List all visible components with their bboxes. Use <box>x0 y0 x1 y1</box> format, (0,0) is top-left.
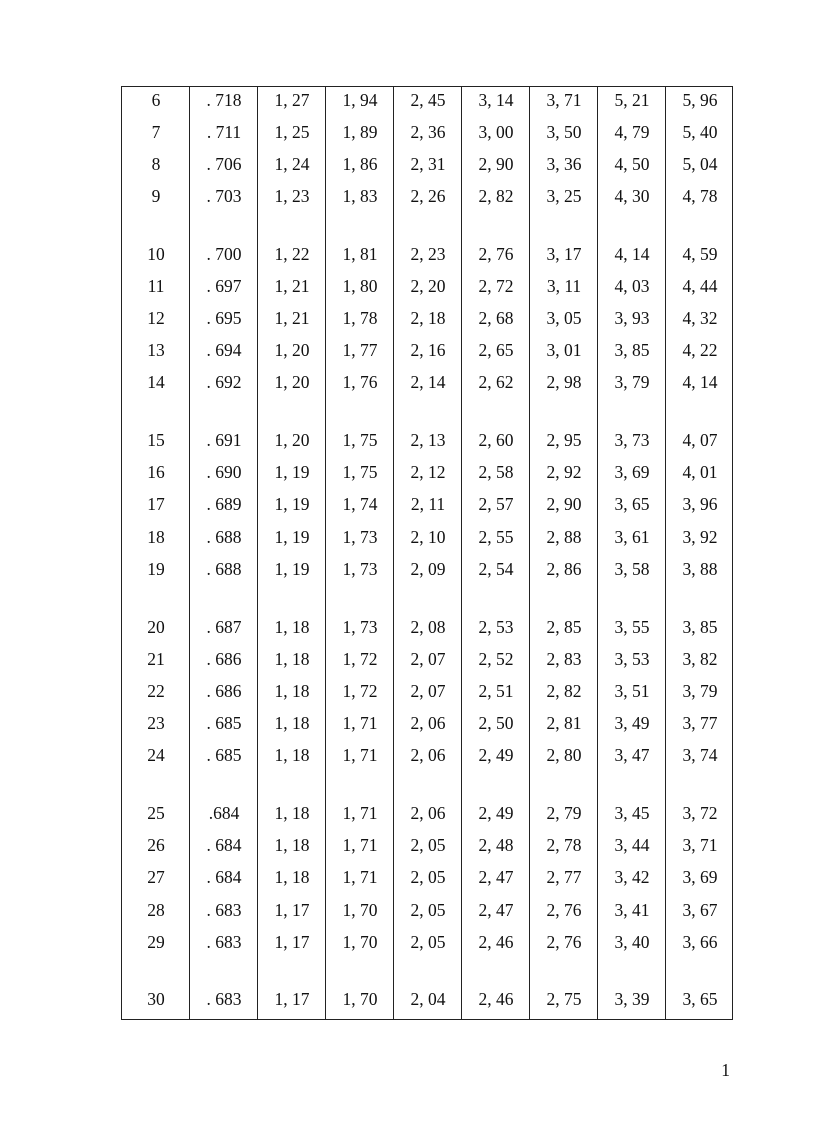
value-cell: . 718 <box>206 90 242 110</box>
value-cell: 2, 83 <box>546 649 582 669</box>
value-cell: 2, 76 <box>546 932 582 952</box>
value-cell: 2, 31 <box>410 154 446 174</box>
value-cell: . 683 <box>206 932 242 952</box>
value-cell: 1, 18 <box>274 867 310 887</box>
row-label-cell: 25 <box>147 803 165 823</box>
row-label-cell: 29 <box>147 932 165 952</box>
value-cell: 4, 03 <box>614 276 650 296</box>
value-cell: . 685 <box>206 713 242 733</box>
row-label-cell: 12 <box>147 308 165 328</box>
value-cell: 2, 04 <box>410 989 446 1009</box>
value-cell: 2, 60 <box>478 430 514 450</box>
value-cell: 3, 71 <box>682 835 718 855</box>
value-cell: 1, 17 <box>274 989 310 1009</box>
value-cell: 2, 68 <box>478 308 514 328</box>
row-label-cell: 8 <box>151 154 161 174</box>
value-cell: 5, 96 <box>682 90 718 110</box>
value-cell: 2, 90 <box>546 494 582 514</box>
value-cell: 1, 19 <box>274 559 310 579</box>
value-cell: . 687 <box>206 617 242 637</box>
value-cell: 4, 50 <box>614 154 650 174</box>
value-cell: . 684 <box>206 867 242 887</box>
value-cell: . 688 <box>206 527 242 547</box>
page-number: 1 <box>721 1060 730 1080</box>
row-label-cell: 18 <box>147 527 165 547</box>
row-label-cell: 27 <box>147 867 165 887</box>
value-cell: 3, 93 <box>614 308 650 328</box>
value-cell: 1, 70 <box>342 932 378 952</box>
value-cell: 3, 25 <box>546 186 582 206</box>
value-cell: 1, 78 <box>342 308 378 328</box>
value-cell: 3, 85 <box>682 617 718 637</box>
value-cell: 4, 01 <box>682 462 718 482</box>
value-cell: 1, 27 <box>274 90 310 110</box>
value-cell: 4, 14 <box>682 372 718 392</box>
value-cell: 2, 58 <box>478 462 514 482</box>
value-cell: 2, 06 <box>410 745 446 765</box>
value-cell: 1, 75 <box>342 430 378 450</box>
value-cell: 1, 17 <box>274 932 310 952</box>
value-cell: 1, 25 <box>274 122 310 142</box>
value-cell: 2, 18 <box>410 308 446 328</box>
row-label-cell: 20 <box>147 617 165 637</box>
value-cell: 5, 04 <box>682 154 718 174</box>
value-cell: 2, 82 <box>478 186 514 206</box>
value-cell: 2, 57 <box>478 494 514 514</box>
value-cell: 1, 80 <box>342 276 378 296</box>
value-cell: 2, 36 <box>410 122 446 142</box>
value-cell: . 691 <box>206 430 242 450</box>
value-cell: 2, 47 <box>478 867 514 887</box>
row-label-cell: 24 <box>147 745 165 765</box>
value-table <box>121 86 733 1020</box>
value-cell: 1, 73 <box>342 527 378 547</box>
value-cell: . 700 <box>206 244 242 264</box>
value-cell: 3, 11 <box>546 276 582 296</box>
value-cell: 2, 98 <box>546 372 582 392</box>
value-cell: 1, 19 <box>274 527 310 547</box>
value-cell: 3, 96 <box>682 494 718 514</box>
value-cell: 4, 44 <box>682 276 718 296</box>
value-cell: 1, 71 <box>342 835 378 855</box>
value-cell: 2, 92 <box>546 462 582 482</box>
value-cell: 3, 01 <box>546 340 582 360</box>
value-cell: 3, 49 <box>614 713 650 733</box>
value-cell: 3, 51 <box>614 681 650 701</box>
value-cell: 1, 19 <box>274 494 310 514</box>
value-cell: 1, 70 <box>342 989 378 1009</box>
value-cell: 2, 07 <box>410 681 446 701</box>
value-cell: . 703 <box>206 186 242 206</box>
value-cell: . 686 <box>206 649 242 669</box>
value-cell: 1, 18 <box>274 681 310 701</box>
value-cell: 2, 50 <box>478 713 514 733</box>
value-cell: 2, 62 <box>478 372 514 392</box>
value-cell: 1, 74 <box>342 494 378 514</box>
value-cell: . 711 <box>206 122 242 142</box>
value-cell: 2, 88 <box>546 527 582 547</box>
value-cell: 1, 17 <box>274 900 310 920</box>
value-cell: 4, 22 <box>682 340 718 360</box>
value-cell: 2, 20 <box>410 276 446 296</box>
value-cell: 1, 18 <box>274 649 310 669</box>
value-cell: 2, 72 <box>478 276 514 296</box>
value-cell: 4, 59 <box>682 244 718 264</box>
row-label-cell: 21 <box>147 649 165 669</box>
value-cell: 2, 85 <box>546 617 582 637</box>
value-cell: 2, 80 <box>546 745 582 765</box>
value-cell: 2, 26 <box>410 186 446 206</box>
value-cell: .684 <box>208 803 240 823</box>
row-label-cell: 6 <box>151 90 161 110</box>
value-cell: 2, 53 <box>478 617 514 637</box>
value-cell: . 689 <box>206 494 242 514</box>
value-cell: 3, 71 <box>546 90 582 110</box>
row-label-cell: 16 <box>147 462 165 482</box>
value-cell: 2, 07 <box>410 649 446 669</box>
row-label-cell: 13 <box>147 340 165 360</box>
value-cell: 2, 14 <box>410 372 446 392</box>
value-cell: 5, 40 <box>682 122 718 142</box>
value-cell: . 692 <box>206 372 242 392</box>
value-cell: 2, 51 <box>478 681 514 701</box>
row-label-cell: 30 <box>147 989 165 1009</box>
value-cell: 1, 73 <box>342 559 378 579</box>
value-cell: 3, 65 <box>614 494 650 514</box>
value-cell: 3, 77 <box>682 713 718 733</box>
value-cell: 2, 06 <box>410 803 446 823</box>
value-cell: . 694 <box>206 340 242 360</box>
value-cell: 3, 45 <box>614 803 650 823</box>
value-cell: . 683 <box>206 900 242 920</box>
value-cell: 3, 73 <box>614 430 650 450</box>
value-cell: 3, 39 <box>614 989 650 1009</box>
value-cell: 2, 49 <box>478 745 514 765</box>
value-cell: 3, 42 <box>614 867 650 887</box>
value-cell: 1, 71 <box>342 713 378 733</box>
value-cell: 2, 47 <box>478 900 514 920</box>
value-cell: 1, 18 <box>274 803 310 823</box>
row-label-cell: 15 <box>147 430 165 450</box>
value-cell: 1, 72 <box>342 681 378 701</box>
row-label-cell: 28 <box>147 900 165 920</box>
value-cell: 3, 85 <box>614 340 650 360</box>
value-cell: . 683 <box>206 989 242 1009</box>
value-cell: 1, 77 <box>342 340 378 360</box>
value-cell: 1, 89 <box>342 122 378 142</box>
value-cell: 2, 86 <box>546 559 582 579</box>
value-cell: 3, 17 <box>546 244 582 264</box>
row-label-cell: 9 <box>151 186 161 206</box>
row-label-cell: 17 <box>147 494 165 514</box>
value-cell: 3, 74 <box>682 745 718 765</box>
row-label-cell: 23 <box>147 713 165 733</box>
value-cell: 3, 69 <box>614 462 650 482</box>
value-cell: 2, 76 <box>546 900 582 920</box>
value-cell: 1, 20 <box>274 372 310 392</box>
value-cell: 2, 65 <box>478 340 514 360</box>
value-cell: 3, 79 <box>682 681 718 701</box>
value-cell: 2, 90 <box>478 154 514 174</box>
value-cell: 3, 50 <box>546 122 582 142</box>
value-cell: 4, 79 <box>614 122 650 142</box>
value-cell: 2, 45 <box>410 90 446 110</box>
value-cell: 1, 86 <box>342 154 378 174</box>
value-cell: 2, 48 <box>478 835 514 855</box>
value-cell: 2, 23 <box>410 244 446 264</box>
value-cell: 2, 55 <box>478 527 514 547</box>
value-cell: 3, 36 <box>546 154 582 174</box>
value-cell: 4, 78 <box>682 186 718 206</box>
value-cell: 3, 82 <box>682 649 718 669</box>
value-cell: 3, 88 <box>682 559 718 579</box>
row-label-cell: 14 <box>147 372 165 392</box>
value-cell: 1, 81 <box>342 244 378 264</box>
value-cell: 1, 24 <box>274 154 310 174</box>
value-cell: 2, 77 <box>546 867 582 887</box>
value-cell: 1, 71 <box>342 803 378 823</box>
value-cell: 1, 18 <box>274 617 310 637</box>
value-cell: . 706 <box>206 154 242 174</box>
value-cell: 1, 73 <box>342 617 378 637</box>
value-cell: 3, 61 <box>614 527 650 547</box>
row-label-cell: 7 <box>151 122 161 142</box>
value-cell: 4, 07 <box>682 430 718 450</box>
value-cell: 3, 72 <box>682 803 718 823</box>
value-cell: 2, 11 <box>410 494 446 514</box>
value-cell: 3, 44 <box>614 835 650 855</box>
value-cell: 2, 08 <box>410 617 446 637</box>
value-cell: 3, 41 <box>614 900 650 920</box>
value-cell: 1, 20 <box>274 340 310 360</box>
value-cell: 3, 67 <box>682 900 718 920</box>
value-cell: 4, 14 <box>614 244 650 264</box>
value-cell: 1, 20 <box>274 430 310 450</box>
value-cell: 3, 00 <box>478 122 514 142</box>
value-cell: 2, 13 <box>410 430 446 450</box>
value-cell: 2, 09 <box>410 559 446 579</box>
row-label-cell: 26 <box>147 835 165 855</box>
value-cell: 2, 79 <box>546 803 582 823</box>
value-cell: 1, 75 <box>342 462 378 482</box>
value-cell: 1, 18 <box>274 713 310 733</box>
value-cell: 2, 49 <box>478 803 514 823</box>
value-cell: 4, 30 <box>614 186 650 206</box>
value-cell: 2, 54 <box>478 559 514 579</box>
value-cell: 1, 71 <box>342 867 378 887</box>
value-cell: 2, 05 <box>410 900 446 920</box>
value-cell: 2, 12 <box>410 462 446 482</box>
value-cell: . 695 <box>206 308 242 328</box>
value-cell: . 685 <box>206 745 242 765</box>
value-cell: 3, 40 <box>614 932 650 952</box>
value-cell: 3, 92 <box>682 527 718 547</box>
value-cell: 1, 72 <box>342 649 378 669</box>
value-cell: 3, 53 <box>614 649 650 669</box>
value-cell: 2, 81 <box>546 713 582 733</box>
value-cell: 1, 83 <box>342 186 378 206</box>
value-cell: 3, 58 <box>614 559 650 579</box>
value-cell: . 686 <box>206 681 242 701</box>
value-cell: 3, 66 <box>682 932 718 952</box>
value-cell: 1, 94 <box>342 90 378 110</box>
value-cell: 1, 70 <box>342 900 378 920</box>
value-cell: 2, 76 <box>478 244 514 264</box>
value-cell: 3, 55 <box>614 617 650 637</box>
row-label-cell: 22 <box>147 681 165 701</box>
value-cell: 1, 22 <box>274 244 310 264</box>
value-cell: 2, 05 <box>410 835 446 855</box>
value-cell: . 690 <box>206 462 242 482</box>
value-cell: 3, 69 <box>682 867 718 887</box>
value-cell: . 688 <box>206 559 242 579</box>
value-cell: 3, 47 <box>614 745 650 765</box>
value-cell: 1, 21 <box>274 276 310 296</box>
value-cell: . 697 <box>206 276 242 296</box>
value-cell: 1, 23 <box>274 186 310 206</box>
value-cell: 3, 79 <box>614 372 650 392</box>
value-cell: 3, 65 <box>682 989 718 1009</box>
row-label-cell: 11 <box>147 276 165 296</box>
value-cell: 2, 10 <box>410 527 446 547</box>
value-cell: 2, 46 <box>478 932 514 952</box>
value-cell: 3, 05 <box>546 308 582 328</box>
value-cell: 1, 18 <box>274 745 310 765</box>
row-label-cell: 19 <box>147 559 165 579</box>
value-cell: 2, 78 <box>546 835 582 855</box>
value-cell: 2, 16 <box>410 340 446 360</box>
value-cell: 4, 32 <box>682 308 718 328</box>
value-cell: 1, 76 <box>342 372 378 392</box>
value-cell: 3, 14 <box>478 90 514 110</box>
value-cell: 2, 05 <box>410 932 446 952</box>
value-cell: 1, 71 <box>342 745 378 765</box>
value-cell: 1, 19 <box>274 462 310 482</box>
value-cell: 2, 06 <box>410 713 446 733</box>
value-cell: 1, 21 <box>274 308 310 328</box>
value-cell: 2, 82 <box>546 681 582 701</box>
value-cell: 1, 18 <box>274 835 310 855</box>
value-cell: 2, 46 <box>478 989 514 1009</box>
value-cell: 2, 95 <box>546 430 582 450</box>
value-cell: . 684 <box>206 835 242 855</box>
value-cell: 2, 05 <box>410 867 446 887</box>
value-cell: 2, 75 <box>546 989 582 1009</box>
row-label-cell: 10 <box>147 244 165 264</box>
value-cell: 5, 21 <box>614 90 650 110</box>
value-cell: 2, 52 <box>478 649 514 669</box>
